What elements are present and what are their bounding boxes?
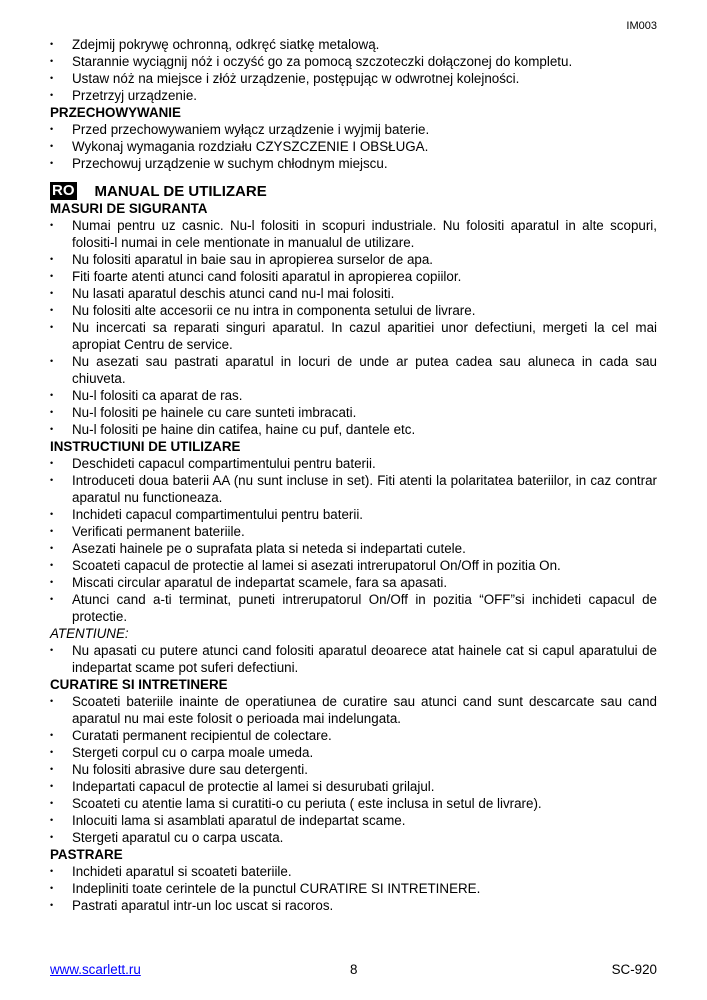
subsection-heading: PASTRARE (50, 847, 123, 862)
list-item: • Nu folositi aparatul in baie sau in apropierea surselor de apa. (50, 251, 657, 268)
romanian-section (50, 200, 657, 914)
document-code: IM003 (626, 20, 657, 32)
list-item: • Inchideti capacul compartimentului pentru baterii. (50, 506, 657, 523)
manual-title: MANUAL DE UTILIZARE (94, 182, 267, 200)
list-item: • Nu folositi abrasive dure sau detergenti. (50, 761, 657, 778)
subsection-heading: PRZECHOWYWANIE (50, 105, 181, 120)
list-item: • Scoateti bateriile inainte de operatiunea de curatire sau atunci cand sunt descarcate sau cand aparatul nu mai este folosit o perioada mai indelungata. (50, 693, 657, 727)
ro-section-title (50, 182, 657, 200)
subsection-heading: CURATIRE SI INTRETINERE (50, 677, 228, 692)
list-item: • Nu asezati sau pastrati aparatul in locuri de unde ar putea cadea sau aluneca in cada sau chiuveta. (50, 353, 657, 387)
list-item: • Fiti foarte atenti atunci cand folositi aparatul in apropierea copiilor. (50, 268, 657, 285)
list-item: • Pastrati aparatul intr-un loc uscat si racoros. (50, 897, 657, 914)
list-item: • Introduceti doua baterii AA (nu sunt incluse in set). Fiti atenti la polaritatea bateriilor, in caz contrar aparatul nu functioneaza. (50, 472, 657, 506)
note-label: ATENTIUNE: (50, 626, 129, 641)
list-item: • Curatati permanent recipientul de colectare. (50, 727, 657, 744)
document-body (50, 36, 657, 914)
list-item: • Nu folositi alte accesorii ce nu intra in componenta setului de livrare. (50, 302, 657, 319)
list-item: • Verificati permanent bateriile. (50, 523, 657, 540)
list-item: • Inchideti aparatul si scoateti bateriile. (50, 863, 657, 880)
page-number: 8 (350, 962, 358, 977)
list-item: • Przed przechowywaniem wyłącz urządzenie i wyjmij baterie. (50, 121, 657, 138)
language-badge: RO (52, 182, 75, 199)
list-item: • Zdejmij pokrywę ochronną, odkręć siatkę metalową. (50, 36, 657, 53)
subsection-heading: INSTRUCTIUNI DE UTILIZARE (50, 439, 241, 454)
list-item: • Wykonaj wymagania rozdziału CZYSZCZENIE I OBSŁUGA. (50, 138, 657, 155)
list-item: • Nu apasati cu putere atunci cand folositi aparatul deoarece atat hainele cat si capul aparatului de indepartat scame pot suferi defectiuni. (50, 642, 657, 676)
list-item: • Indepartati capacul de protectie al lamei si desurubati grilajul. (50, 778, 657, 795)
list-item: • Nu incercati sa reparati singuri aparatul. In cazul aparitiei unor defectiuni, mergeti la cel mai apropiat Centru de service. (50, 319, 657, 353)
list-item: • Ustaw nóż na miejsce i złóż urządzenie, postępując w odwrotnej kolejności. (50, 70, 657, 87)
list-item: • Numai pentru uz casnic. Nu-l folositi in scopuri industriale. Nu folositi aparatul in alte scopuri, folositi-l numai in cele mentionate in manualul de utilizare. (50, 217, 657, 251)
list-item: • Asezati hainele pe o suprafata plata si neteda si indepartati cutele. (50, 540, 657, 557)
list-item: • Atunci cand a-ti terminat, puneti intrerupatorul On/Off in pozitia “OFF”si inchideti capacul de protectie. (50, 591, 657, 625)
list-item: • Nu-l folositi pe hainele cu care sunteti imbracati. (50, 404, 657, 421)
list-item: • Scoateti cu atentie lama si curatiti-o cu periuta ( este inclusa in setul de livrare). (50, 795, 657, 812)
list-item: • Przechowuj urządzenie w suchym chłodnym miejscu. (50, 155, 657, 172)
list-item: • Stergeti aparatul cu o carpa uscata. (50, 829, 657, 846)
list-item: • Deschideti capacul compartimentului pentru baterii. (50, 455, 657, 472)
list-item: • Indepliniti toate cerintele de la punctul CURATIRE SI INTRETINERE. (50, 880, 657, 897)
website-link[interactable]: www.scarlett.ru (50, 962, 141, 977)
list-item: • Stergeti corpul cu o carpa moale umeda. (50, 744, 657, 761)
list-item: • Inlocuiti lama si asamblati aparatul de indepartat scame. (50, 812, 657, 829)
list-item: • Starannie wyciągnij nóż i oczyść go za pomocą szczoteczki dołączonej do kompletu. (50, 53, 657, 70)
list-item: • Przetrzyj urządzenie. (50, 87, 657, 104)
list-item: • Miscati circular aparatul de indepartat scamele, fara sa apasati. (50, 574, 657, 591)
polish-section (50, 36, 657, 172)
list-item: • Nu lasati aparatul deschis atunci cand nu-l mai folositi. (50, 285, 657, 302)
list-item: • Scoateti capacul de protectie al lamei si asezati intrerupatorul On/Off in pozitia On. (50, 557, 657, 574)
subsection-heading: MASURI DE SIGURANTA (50, 201, 208, 216)
model-number: SC-920 (611, 962, 657, 977)
list-item: • Nu-l folositi ca aparat de ras. (50, 387, 657, 404)
list-item: • Nu-l folositi pe haine din catifea, haine cu puf, dantele etc. (50, 421, 657, 438)
